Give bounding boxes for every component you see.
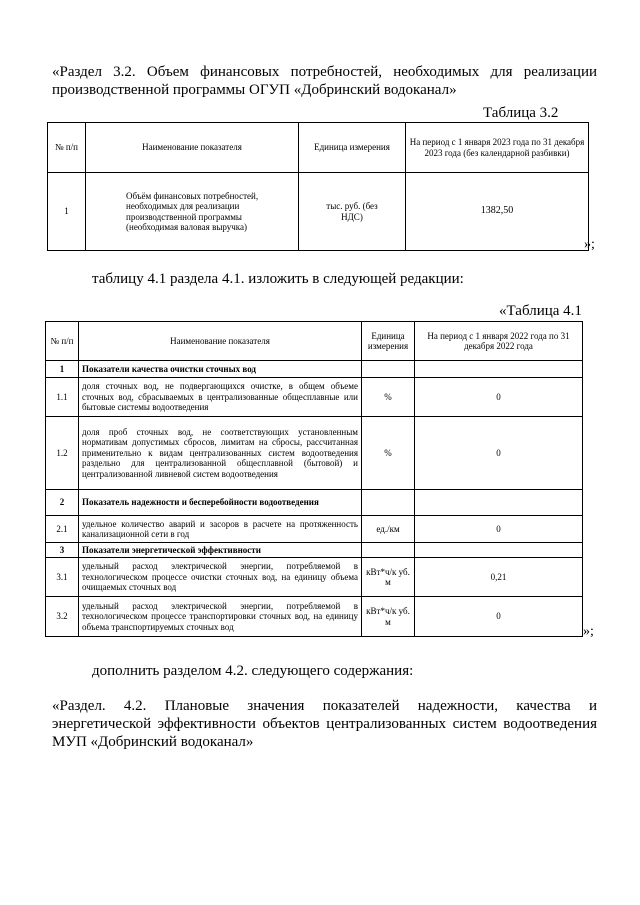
table-4-1-row-value: 0,21 bbox=[415, 558, 583, 597]
table-4-1-row-unit bbox=[362, 361, 415, 378]
table-4-1-header-num: № п/п bbox=[46, 322, 79, 361]
table-4-1-caption: «Таблица 4.1 bbox=[499, 303, 582, 319]
table-4-1-row-unit: кВт*ч/к уб. м bbox=[362, 597, 415, 637]
section-3-2-title-line1: «Раздел 3.2. Объем финансовых потребностей, необходимых для реализации bbox=[52, 64, 597, 80]
table-4-1-row-name: удельный расход электрической энергии, потребляемой в технологическом процессе очистки сточных вод, на единицу объема очищаемых сточных вод bbox=[79, 558, 362, 597]
table-3-2-caption: Таблица 3.2 bbox=[483, 105, 559, 121]
table-4-1-header-period: На период с 1 января 2022 года по 31 декабря 2022 года bbox=[415, 322, 583, 361]
section-4-2-title-line3: МУП «Добринский водоканал» bbox=[52, 734, 254, 750]
table-4-1-row-value: 0 bbox=[415, 516, 583, 543]
table-4-1-row-num: 1.2 bbox=[46, 417, 79, 490]
table-4-1-row-unit: % bbox=[362, 417, 415, 490]
table-4-1-row-value bbox=[415, 490, 583, 516]
table-4-1 bbox=[45, 321, 583, 637]
table-4-1-closing: »; bbox=[583, 624, 594, 639]
table-4-1-row-value: 0 bbox=[415, 417, 583, 490]
table-4-1-row-num: 1.1 bbox=[46, 378, 79, 417]
table-4-1-row-unit: ед./км bbox=[362, 516, 415, 543]
table-4-1-row-unit bbox=[362, 543, 415, 558]
table-4-1-header-unit: Единица измерения bbox=[362, 322, 415, 361]
table-3-2-row-name: Объём финансовых потребностей, необходимых для реализации производственной программы (необходимая валовая выручка) bbox=[86, 173, 299, 251]
table-4-1-row-num: 3.1 bbox=[46, 558, 79, 597]
section-4-2-title bbox=[52, 697, 597, 751]
table-4-1-row-name: Показатель надежности и бесперебойности водоотведения bbox=[79, 490, 362, 516]
table-4-1-row-name: Показатели энергетической эффективности bbox=[79, 543, 362, 558]
section-4-2-title-line2: энергетической эффективности объектов централизованных систем водоотведения bbox=[52, 716, 597, 732]
table-4-1-row-name: удельное количество аварий и засоров в расчете на протяженность канализационной сети в год bbox=[79, 516, 362, 543]
table-4-1-row-value: 0 bbox=[415, 378, 583, 417]
table-3-2-header-period: На период с 1 января 2023 года по 31 декабря 2023 года (без календарной разбивки) bbox=[406, 123, 589, 173]
table-4-1-row-name: удельный расход электрической энергии, потребляемой в технологическом процессе транспортировки сточных вод, на единицу объема транспортируемых сточных вод bbox=[79, 597, 362, 637]
table-3-2-header-num: № п/п bbox=[48, 123, 86, 173]
table-3-2-row-num: 1 bbox=[48, 173, 86, 251]
table-3-2-row-value: 1382,50 bbox=[406, 173, 589, 251]
table-3-2-header-unit: Единица измерения bbox=[299, 123, 406, 173]
table-3-2 bbox=[47, 122, 589, 251]
table-4-1-row-name: доля сточных вод, не подвергающихся очистке, в общем объеме сточных вод, сбрасываемых в централизованные общесплавные или бытовые системы водоотведения bbox=[79, 378, 362, 417]
table-3-2-row-unit: тыс. руб. (без НДС) bbox=[299, 173, 406, 251]
instruction-table-4-1: таблицу 4.1 раздела 4.1. изложить в следующей редакции: bbox=[92, 271, 464, 287]
table-4-1-row-value bbox=[415, 543, 583, 558]
table-4-1-row-unit bbox=[362, 490, 415, 516]
table-4-1-row-name: Показатели качества очистки сточных вод bbox=[79, 361, 362, 378]
section-4-2-title-line1: «Раздел. 4.2. Плановые значения показателей надежности, качества и bbox=[52, 698, 597, 714]
instruction-section-4-2: дополнить разделом 4.2. следующего содержания: bbox=[92, 663, 414, 679]
table-4-1-row-unit: кВт*ч/к уб. м bbox=[362, 558, 415, 597]
section-3-2-title-line2: производственной программы ОГУП «Добринский водоканал» bbox=[52, 82, 457, 98]
table-4-1-row-num: 2 bbox=[46, 490, 79, 516]
table-4-1-row-num: 2.1 bbox=[46, 516, 79, 543]
table-4-1-row-name: доля проб сточных вод, не соответствующих установленным нормативам допустимых сбросов, лимитам на сбросы, рассчитанная применительно к видам централизованных систем водоотведения раздельно для централизованной общесплавной (бытовой) и централизованной ливневой систем водоотведения bbox=[79, 417, 362, 490]
table-4-1-row-num: 3.2 bbox=[46, 597, 79, 637]
table-4-1-row-value: 0 bbox=[415, 597, 583, 637]
table-3-2-closing: »; bbox=[584, 237, 595, 252]
section-3-2-title bbox=[52, 63, 597, 99]
table-3-2-header-name: Наименование показателя bbox=[86, 123, 299, 173]
table-4-1-row-num: 3 bbox=[46, 543, 79, 558]
table-4-1-header-name: Наименование показателя bbox=[79, 322, 362, 361]
table-4-1-row-num: 1 bbox=[46, 361, 79, 378]
table-4-1-row-unit: % bbox=[362, 378, 415, 417]
table-4-1-row-value bbox=[415, 361, 583, 378]
